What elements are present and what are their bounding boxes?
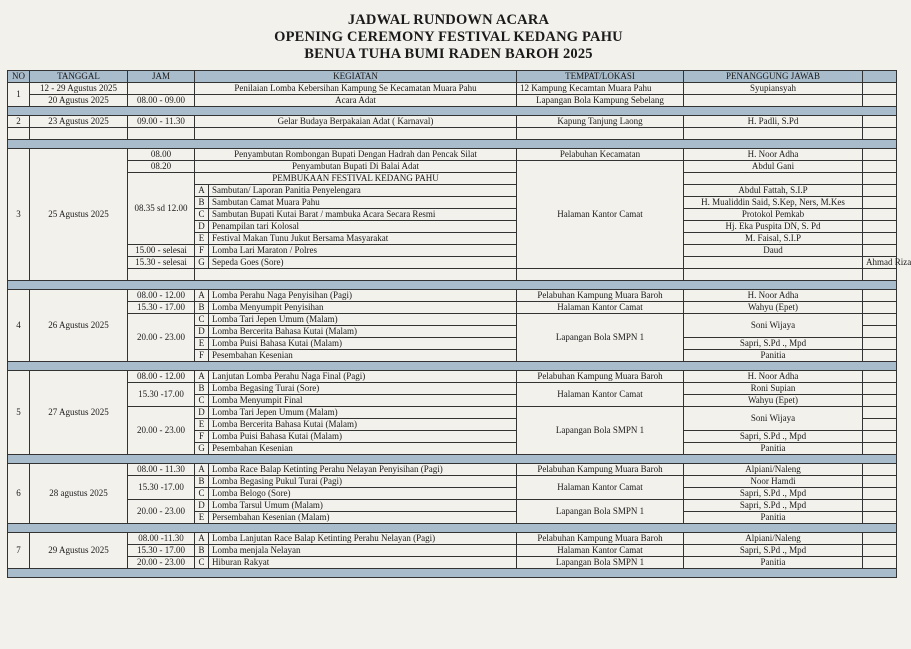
- row-pj: Sapri, S.Pd ., Mpd: [684, 488, 863, 500]
- row-kegiatan: Gelar Budaya Berpakaian Adat ( Karnaval): [195, 116, 517, 128]
- row-pj: H. Noor Adha: [684, 149, 863, 161]
- row-pj: M. Faisal, S.I.P: [684, 233, 863, 245]
- row-kegiatan: Lomba Puisi Bahasa Kutai (Malam): [209, 431, 517, 443]
- row-tempat: Halaman Kantor Camat: [517, 476, 684, 500]
- table-row: [8, 149, 897, 161]
- row-code: B: [195, 302, 209, 314]
- row-tempat: [684, 257, 863, 269]
- row-jam: 15.30 - 17.00: [128, 545, 195, 557]
- row-jam: 20.00 - 23.00: [128, 500, 195, 524]
- row-kegiatan: Lomba Tari Jepen Umum (Malam): [209, 407, 517, 419]
- row-pj: Panitia: [684, 443, 863, 455]
- row-kegiatan: Lomba Bercerita Bahasa Kutai (Malam): [209, 419, 517, 431]
- row-kegiatan: Sambutan Bupati Kutai Barat / mambuka Acara Secara Resmi: [209, 209, 517, 221]
- row-kegiatan: Penyambutan Rombongan Bupati Dengan Hadrah dan Pencak Silat: [195, 149, 517, 161]
- row-code: B: [195, 383, 209, 395]
- col-header-tanggal: TANGGAL: [30, 71, 128, 83]
- row-tanggal: 26 Agustus 2025: [30, 290, 128, 362]
- row-tempat: Halaman Kantor Camat: [517, 545, 684, 557]
- row-no: 7: [8, 533, 30, 569]
- row-kegiatan: Lomba Menyumpit Final: [209, 395, 517, 407]
- row-no: 4: [8, 290, 30, 362]
- row-kegiatan: Pesembahan Kesenian: [209, 443, 517, 455]
- title-line-1: JADWAL RUNDOWN ACARA: [347, 12, 550, 28]
- row-kegiatan: Lomba Tarsul Umum (Malam): [209, 500, 517, 512]
- row-code: D: [195, 500, 209, 512]
- separator-row: [8, 569, 897, 578]
- row-tanggal: 29 Agustus 2025: [30, 533, 128, 569]
- col-header-pj: PENANGGUNG JAWAB: [684, 71, 863, 83]
- col-header-no: NO: [8, 71, 30, 83]
- table-row: [8, 116, 897, 128]
- row-tanggal: 20 Agustus 2025: [30, 95, 128, 107]
- table-row: [8, 500, 897, 512]
- row-jam: 15.00 - selesai: [128, 245, 195, 257]
- row-pj: Syupiansyah: [684, 83, 863, 95]
- table-row: [8, 533, 897, 545]
- row-pj: Sapri, S.Pd ., Mpd: [684, 431, 863, 443]
- row-tempat: Halaman Kantor Camat: [517, 383, 684, 407]
- row-kegiatan: Lomba Belogo (Sore): [209, 488, 517, 500]
- row-pj: Wahyu (Epet): [684, 395, 863, 407]
- row-pj: Protokol Pemkab: [684, 209, 863, 221]
- row-no: 6: [8, 464, 30, 524]
- row-jam: 08.00: [128, 149, 195, 161]
- row-code: A: [195, 185, 209, 197]
- row-code: E: [195, 233, 209, 245]
- row-tempat: Halaman Kantor Camat: [517, 161, 684, 269]
- row-code: A: [195, 464, 209, 476]
- row-code: C: [195, 488, 209, 500]
- row-kegiatan: Sambutan/ Laporan Panitia Penyelengara: [209, 185, 517, 197]
- table-row: [8, 302, 897, 314]
- table-row: [8, 173, 897, 185]
- row-pj: Roni Supian: [684, 383, 863, 395]
- row-kegiatan: Penilaian Lomba Kebersihan Kampung Se Kecamatan Muara Pahu: [195, 83, 517, 95]
- row-tempat: Pelabuhan Kecamatan: [517, 149, 684, 161]
- row-jam: 20.00 - 23.00: [128, 407, 195, 455]
- row-jam: 08.20: [128, 161, 195, 173]
- table-row: [8, 383, 897, 395]
- row-jam: 20.00 - 23.00: [128, 314, 195, 362]
- row-tempat: Lapangan Bola SMPN 1: [517, 500, 684, 524]
- row-jam: 08.00 - 12.00: [128, 290, 195, 302]
- row-jam: 08.00 -11.30: [128, 533, 195, 545]
- row-pj: Soni Wijaya: [684, 407, 863, 431]
- row-jam: 08.00 - 12.00: [128, 371, 195, 383]
- row-tempat: Pelabuhan Kampung Muara Baroh: [517, 533, 684, 545]
- row-kegiatan: Festival Makan Tunu Jukut Bersama Masyarakat: [209, 233, 517, 245]
- row-kegiatan: Acara Adat: [195, 95, 517, 107]
- row-pj: Hj. Eka Puspita DN, S. Pd: [684, 221, 863, 233]
- row-kegiatan: Penampilan tari Kolosal: [209, 221, 517, 233]
- table-row: [8, 371, 897, 383]
- row-code: E: [195, 338, 209, 350]
- row-kegiatan: Lomba Race Balap Ketinting Perahu Nelayan Penyisihan (Pagi): [209, 464, 517, 476]
- row-jam: 15.30 -17.00: [128, 476, 195, 500]
- row-code: A: [195, 371, 209, 383]
- row-no: 2: [8, 116, 30, 128]
- blank-row: [8, 269, 897, 281]
- separator-row: [8, 281, 897, 290]
- row-pj: H. Mualiddin Said, S.Kep, Ners, M.Kes: [684, 197, 863, 209]
- row-kegiatan: Hiburan Rakyat: [209, 557, 517, 569]
- row-kegiatan: Lomba Puisi Bahasa Kutai (Malam): [209, 338, 517, 350]
- row-code: F: [195, 431, 209, 443]
- table-row: [8, 245, 897, 257]
- row-pj: [684, 95, 863, 107]
- row-pj: Panitia: [684, 350, 863, 362]
- row-kegiatan: Sambutan Camat Muara Pahu: [209, 197, 517, 209]
- row-no: 3: [8, 149, 30, 281]
- table-header-row: [8, 71, 897, 83]
- section-heading: PEMBUKAAN FESTIVAL KEDANG PAHU: [195, 173, 517, 185]
- row-pj: H. Noor Adha: [684, 371, 863, 383]
- table-row: [8, 257, 897, 269]
- row-code: C: [195, 395, 209, 407]
- col-header-extra: [863, 71, 897, 83]
- row-code: G: [195, 257, 209, 269]
- row-pj: Alpiani/Naleng: [684, 464, 863, 476]
- row-pj: Panitia: [684, 557, 863, 569]
- row-tempat: Pelabuhan Kampung Muara Baroh: [517, 371, 684, 383]
- row-kegiatan: Lomba Lanjutan Race Balap Ketinting Perahu Nelayan (Pagi): [209, 533, 517, 545]
- row-tempat: Lapangan Bola SMPN 1: [517, 407, 684, 455]
- row-tempat: Halaman Kantor Camat: [517, 302, 684, 314]
- row-jam: 08.35 sd 12.00: [128, 173, 195, 245]
- row-code: D: [195, 221, 209, 233]
- row-kegiatan: Penyambutan Bupati Di Balai Adat: [195, 161, 517, 173]
- row-pj: Abdul Fattah, S.I.P: [684, 185, 863, 197]
- row-pj: Wahyu (Epet): [684, 302, 863, 314]
- row-no: 1: [8, 83, 30, 107]
- row-tempat: Pelabuhan Kampung Muara Baroh: [517, 290, 684, 302]
- separator-row: [8, 455, 897, 464]
- row-kegiatan: Sepeda Goes (Sore): [209, 257, 517, 269]
- row-code: C: [195, 209, 209, 221]
- row-pj: H. Noor Adha: [684, 290, 863, 302]
- table-row: [8, 476, 897, 488]
- row-code: B: [195, 476, 209, 488]
- row-tempat: Lapangan Bola Kampung Sebelang: [517, 95, 684, 107]
- table-row: [8, 161, 897, 173]
- row-no: 5: [8, 371, 30, 455]
- row-code: G: [195, 443, 209, 455]
- row-tanggal: 25 Agustus 2025: [30, 149, 128, 281]
- row-pj: Noor Hamdi: [684, 476, 863, 488]
- row-pj: Sapri, S.Pd ., Mpd: [684, 338, 863, 350]
- row-kegiatan: Lomba Begasing Pukul Turai (Pagi): [209, 476, 517, 488]
- row-pj: Ahmad Riza: [863, 257, 897, 269]
- row-jam: 15.30 -17.00: [128, 383, 195, 407]
- table-row: [8, 557, 897, 569]
- table-row: [8, 83, 897, 95]
- row-kegiatan: Lomba Lari Maraton / Polres: [209, 245, 517, 257]
- separator-row: [8, 362, 897, 371]
- row-pj: Sapri, S.Pd ., Mpd: [684, 500, 863, 512]
- row-code: E: [195, 512, 209, 524]
- row-pj: Abdul Gani: [684, 161, 863, 173]
- title-line-2: OPENING CEREMONY FESTIVAL KEDANG PAHU: [274, 29, 623, 45]
- document-title-block: [0, 0, 897, 63]
- row-code: F: [195, 245, 209, 257]
- row-pj: Alpiani/Naleng: [684, 533, 863, 545]
- row-jam: 09.00 - 11.30: [128, 116, 195, 128]
- row-jam: 08.00 - 09.00: [128, 95, 195, 107]
- row-kegiatan: Lomba Menyumpit Penyisihan: [209, 302, 517, 314]
- row-pj: Sapri, S.Pd ., Mpd: [684, 545, 863, 557]
- row-pj: H. Padli, S.Pd: [684, 116, 863, 128]
- col-header-tempat: TEMPAT/LOKASI: [517, 71, 684, 83]
- row-tanggal: 12 - 29 Agustus 2025: [30, 83, 128, 95]
- row-kegiatan: Persembahan Kesenian (Malam): [209, 512, 517, 524]
- row-code: C: [195, 557, 209, 569]
- table-row: [8, 464, 897, 476]
- row-kegiatan: Lomba Perahu Naga Penyisihan (Pagi): [209, 290, 517, 302]
- row-tempat: Pelabuhan Kampung Muara Baroh: [517, 464, 684, 476]
- row-code: A: [195, 533, 209, 545]
- col-header-jam: JAM: [128, 71, 195, 83]
- row-code: D: [195, 407, 209, 419]
- row-tanggal: 23 Agustus 2025: [30, 116, 128, 128]
- row-code: E: [195, 419, 209, 431]
- rundown-table: [7, 70, 911, 578]
- separator-row: [8, 107, 897, 116]
- row-tempat: Lapangan Bola SMPN 1: [517, 557, 684, 569]
- separator-row: [8, 140, 897, 149]
- row-jam: 15.30 - 17.00: [128, 302, 195, 314]
- row-code: A: [195, 290, 209, 302]
- table-row: [8, 545, 897, 557]
- row-kegiatan: Lomba menjala Nelayan: [209, 545, 517, 557]
- row-code: C: [195, 314, 209, 326]
- table-row: [8, 407, 897, 419]
- row-kegiatan: Lanjutan Lomba Perahu Naga Final (Pagi): [209, 371, 517, 383]
- row-code: F: [195, 350, 209, 362]
- row-code: D: [195, 326, 209, 338]
- row-jam: 20.00 - 23.00: [128, 557, 195, 569]
- table-row: [8, 314, 897, 326]
- row-jam: 08.00 - 11.30: [128, 464, 195, 476]
- separator-row: [8, 524, 897, 533]
- row-pj: Soni Wijaya: [684, 314, 863, 338]
- row-kegiatan: Lomba Bercerita Bahasa Kutai (Malam): [209, 326, 517, 338]
- col-header-kegiatan: KEGIATAN: [195, 71, 517, 83]
- blank-row: [8, 128, 897, 140]
- row-pj: Daud: [684, 245, 863, 257]
- row-kegiatan: Lomba Begasing Turai (Sore): [209, 383, 517, 395]
- row-pj: Panitia: [684, 512, 863, 524]
- row-code: B: [195, 197, 209, 209]
- row-code: B: [195, 545, 209, 557]
- row-kegiatan: Pesembahan Kesenian: [209, 350, 517, 362]
- row-jam: [128, 83, 195, 95]
- row-tempat: Lapangan Bola SMPN 1: [517, 314, 684, 362]
- title-line-3: BENUA TUHA BUMI RADEN BAROH 2025: [304, 46, 593, 62]
- row-tanggal: 28 agustus 2025: [30, 464, 128, 524]
- row-jam: 15.30 - selesai: [128, 257, 195, 269]
- row-tempat: Kapung Tanjung Laong: [517, 116, 684, 128]
- table-row: [8, 95, 897, 107]
- row-kegiatan: Lomba Tari Jepen Umum (Malam): [209, 314, 517, 326]
- row-tanggal: 27 Agustus 2025: [30, 371, 128, 455]
- table-row: [8, 290, 897, 302]
- row-tempat: 12 Kampung Kecamtan Muara Pahu: [517, 83, 684, 95]
